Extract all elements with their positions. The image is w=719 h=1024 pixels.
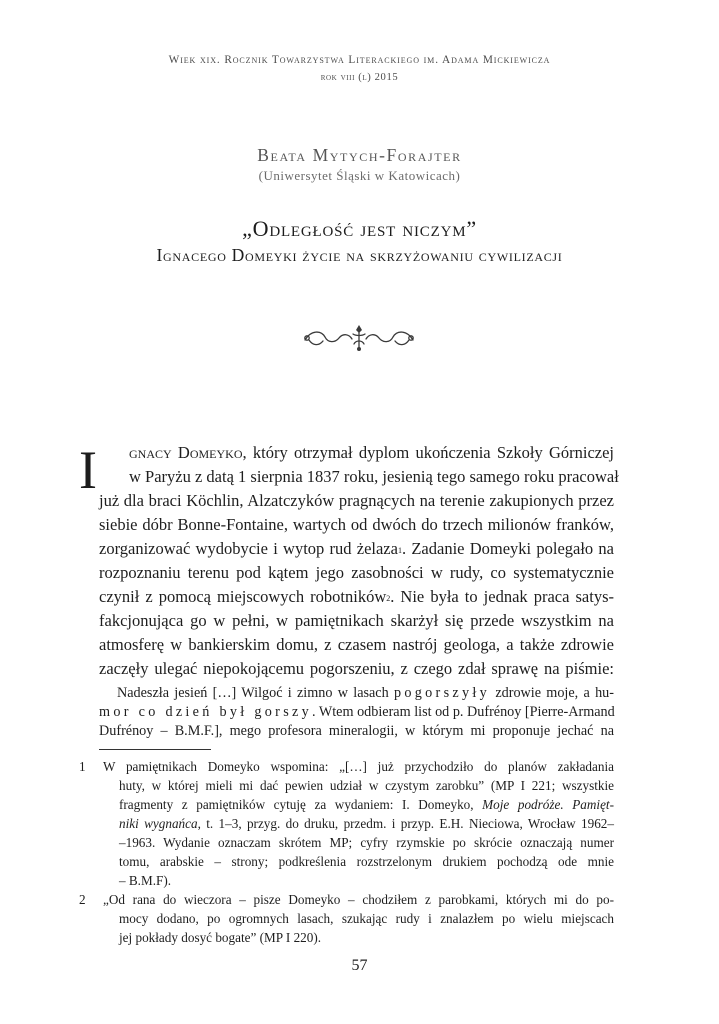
book-title: Moje podróże. Pamięt- [482, 797, 614, 812]
author-affiliation: (Uniwersytet Śląski w Katowicach) [258, 168, 461, 183]
footnote-line: „Od rana do wieczora – pisze Domeyko – chodziłem z parobkami, których mi do po- [103, 892, 614, 907]
footnote-line: niki wygnańca, t. 1–3, przyg. do druku, przedm. i przyp. E.H. Nieciowa, Wrocław 1962– [119, 816, 614, 831]
footnote-line: fragmenty z pamiętników cytuję za wydaniem: I. Domeyko, Moje podróże. Pamięt- [119, 797, 614, 812]
article-author: Beata Mytych-Forajter [257, 145, 462, 165]
footnote-line: –1963. Wydanie oznaczam skrótem MP; cyfry rzymskie po skrócie oznaczają numer [119, 835, 614, 850]
spaced-emphasis: mor co dzień był gorszy [99, 704, 313, 720]
body-line: zorganizować wydobycie i wytop rud żelaza$^1$. Zadanie Domeyki polegało na [99, 539, 614, 558]
footnote-ref[interactable]: 2 [386, 594, 391, 603]
body-line: czynił z pomocą miejscowych robotników$^2$. Nie była to jednak praca satys- [99, 587, 614, 606]
footnote-line: mocy dodano, po ogromnych lasach, szukając rudy i znalazłem po wielu miejscach [119, 911, 614, 926]
running-head-volume: rok viii (l) 2015 [320, 72, 399, 83]
footnote-number: 1 [79, 759, 86, 774]
body-line: atmosferę w bankierskim domu, z czasem nastrój geologa, a także zdrowie [99, 635, 614, 654]
body-line: gnacy Domeyko, który otrzymał dyplom ukończenia Szkoły Górniczej [129, 443, 615, 462]
footnote-line: W pamiętnikach Domeyko wspomina: „[…] już przychodziło do planów zakładania [103, 759, 614, 774]
footnote-line: – B.M.F). [119, 873, 172, 888]
body-line: rozpoznaniu terenu pod kątem jego zasobności w rudy, co systematycznie [99, 563, 614, 582]
footnote-line: huty, w której mieli mi dać pewien udział w czystym zarobku” (MP I 221; wszystkie [119, 778, 614, 793]
quote-line: Dufrénoy – B.M.F.], mego profesora mineralogii, w którym mi proponuje jechać na [99, 723, 614, 739]
book-title: niki wygnańca [119, 816, 198, 831]
running-head-journal: Wiek xix. Rocznik Towarzystwa Literackiego im. Adama Mickiewicza [168, 54, 551, 66]
article-subtitle: Ignacego Domeyki życie na skrzyżowaniu cywilizacji [156, 245, 563, 265]
footnote-number: 2 [79, 892, 86, 907]
footnote-line: jej pokłady dosyć bogate” (MP I 220). [119, 930, 322, 945]
body-line: w Paryżu z datą 1 sierpnia 1837 roku, jesienią tego samego roku pracował [129, 467, 619, 486]
quote-line: Nadeszła jesień […] Wilgoć i zimno w lasach pogorszyły zdrowie moje, a hu- [117, 685, 614, 701]
lead-small-caps: gnacy Domeyko [129, 443, 243, 462]
fleuron-ornament-icon [299, 322, 419, 354]
drop-cap: I [79, 440, 97, 500]
body-line: już dla braci Köchlin, Alzatczyków pragnących na terenie zakupionych przez [99, 491, 614, 510]
article-title: „Odległość jest niczym” [242, 216, 477, 241]
footnote-ref[interactable]: 1 [397, 546, 402, 555]
page-number: 57 [351, 957, 368, 974]
quote-line: mor co dzień był gorszy. Wtem odbieram list od p. Dufrénoy [Pierre-Armand [99, 704, 615, 720]
body-line: zaczęły ulegać niepokojącemu pogorszeniu, z czego zdał sprawę na piśmie: [99, 659, 614, 678]
body-line: siebie dóbr Bonne-Fontaine, wartych od dwóch do trzech milionów franków, [99, 515, 614, 534]
spaced-emphasis: pogorszyły [393, 685, 491, 701]
footnote-line: tomu, arabskie – strony; podkreślenia rozstrzelonym drukiem pochodzą ode mnie [119, 854, 614, 869]
body-line: fakcjonująca go w pełni, w pamiętnikach skarżył się przede wszystkim na [99, 611, 614, 630]
footnote-separator [99, 749, 211, 750]
